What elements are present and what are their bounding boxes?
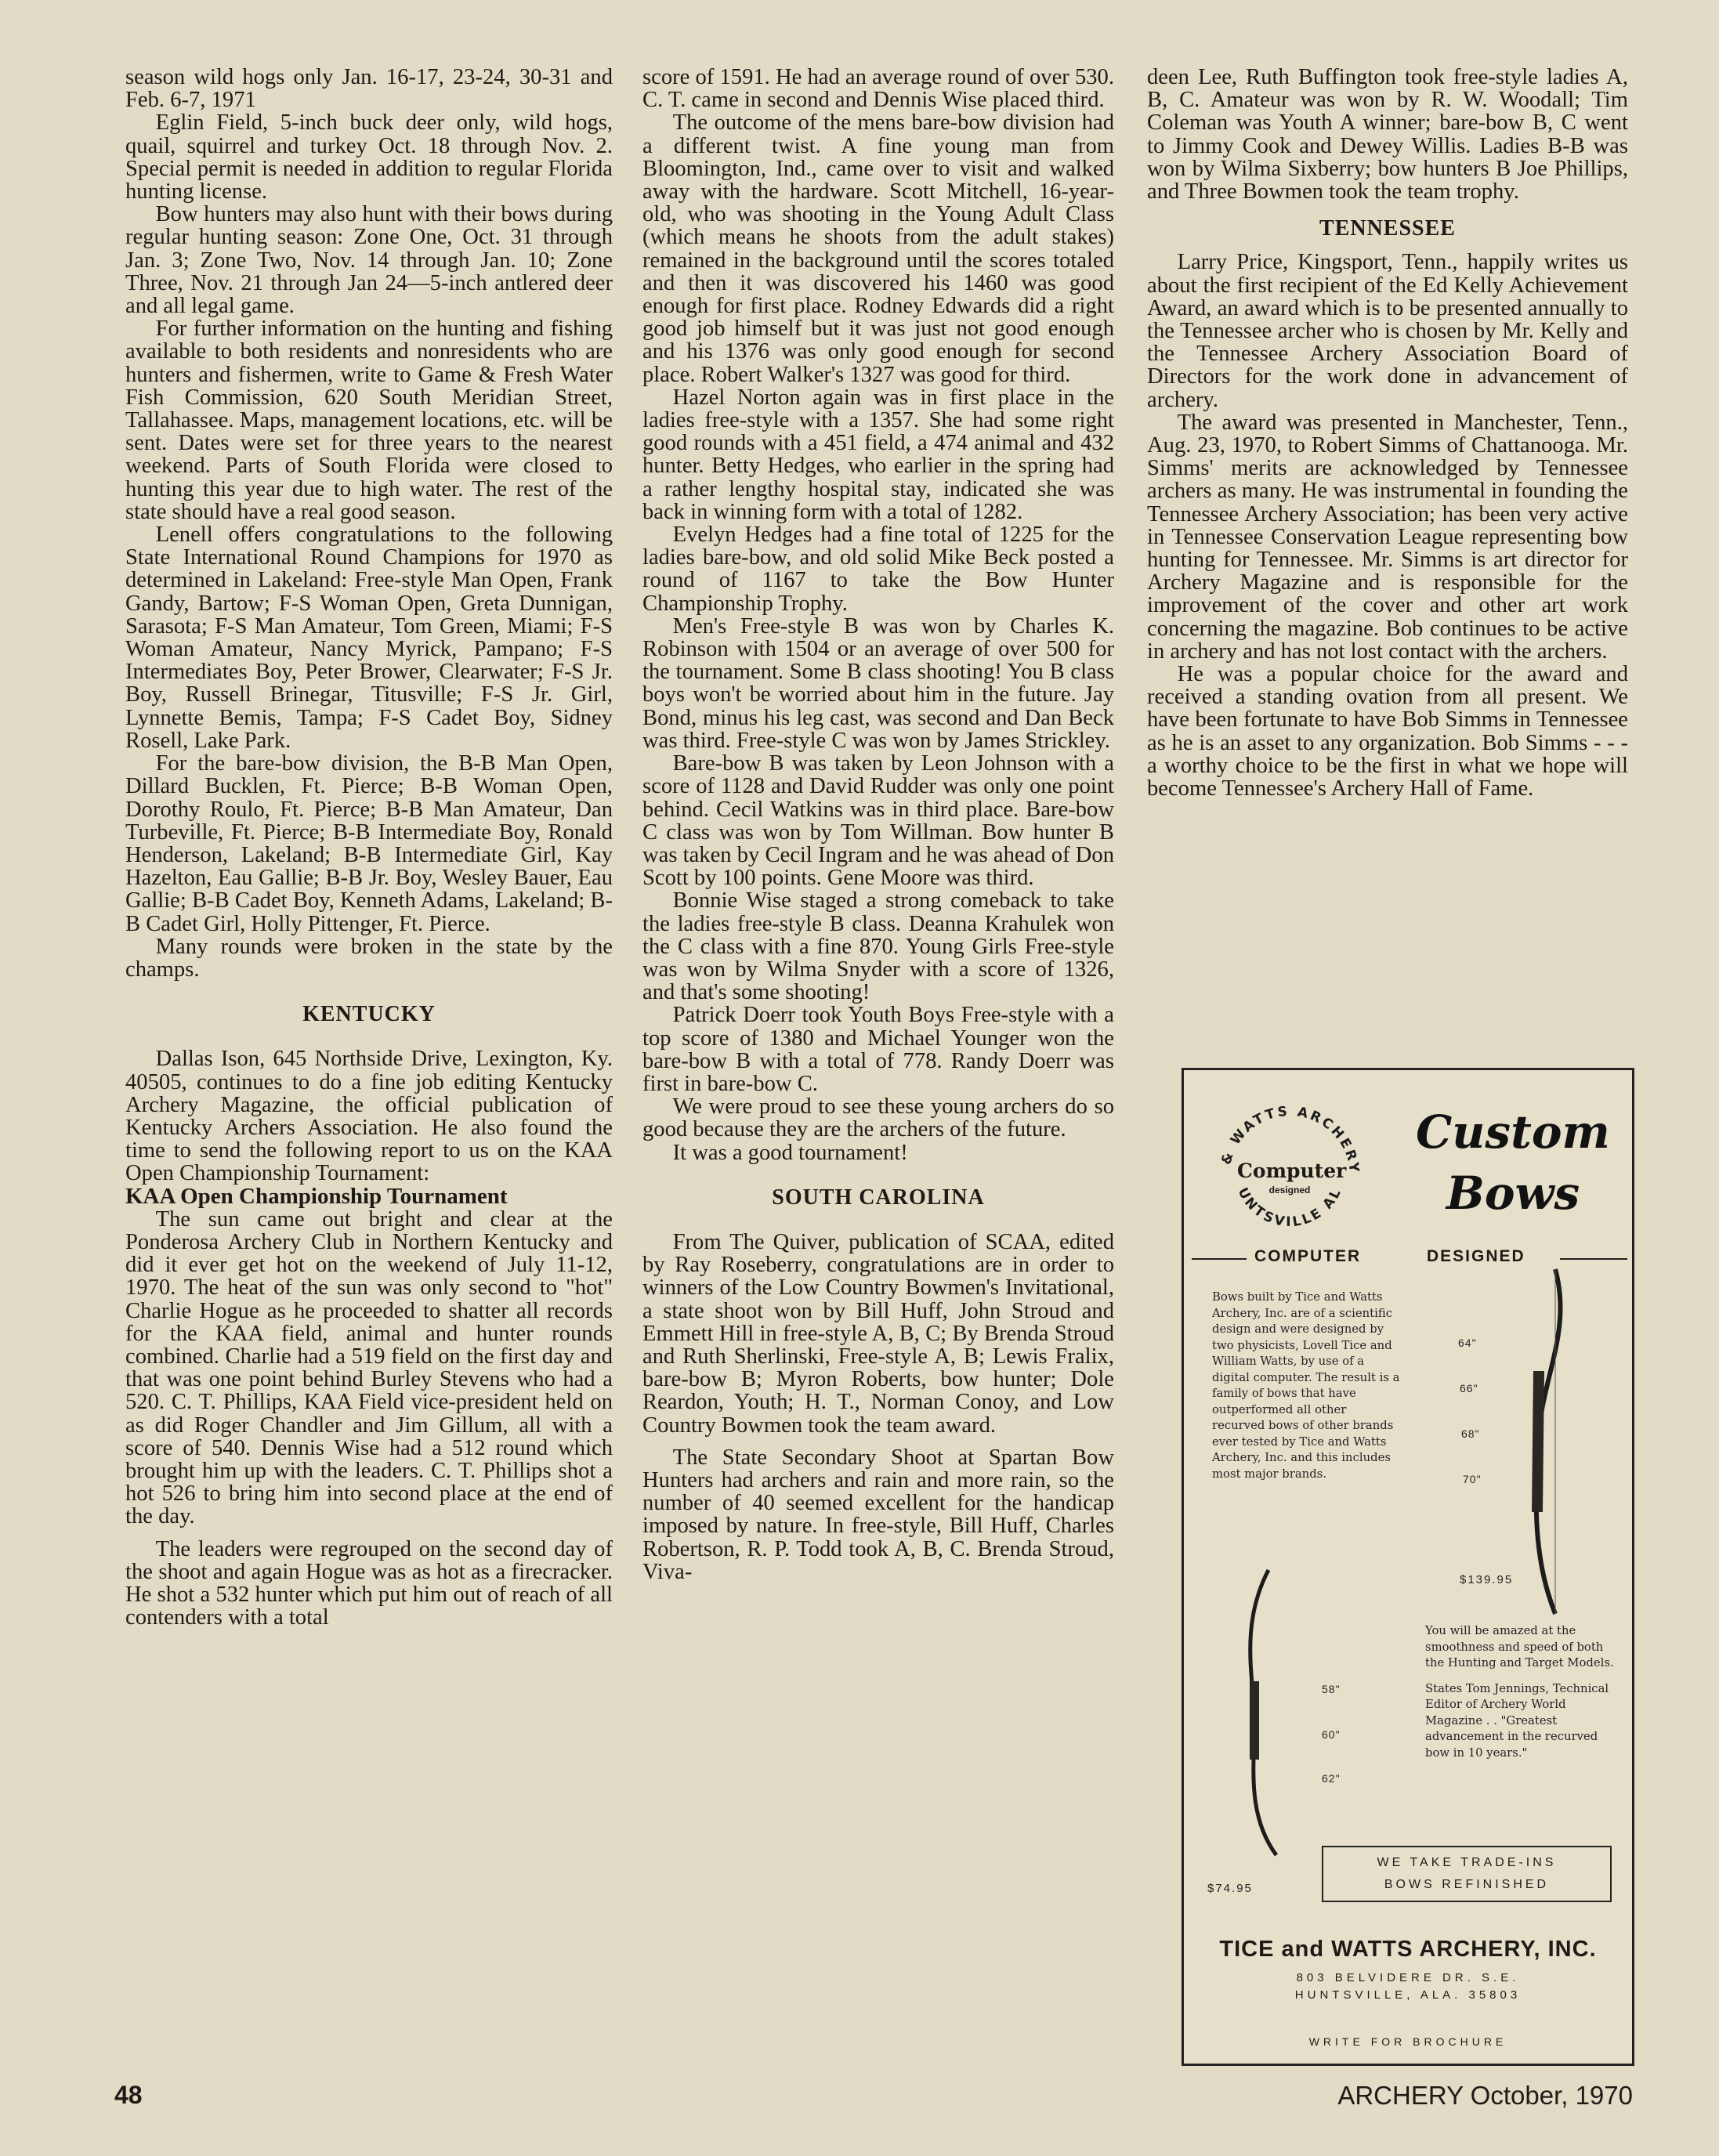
company-address-street: 803 BELVIDERE DR. S.E. xyxy=(1296,1971,1520,1984)
subheading-kaa-tournament: KAA Open Championship Tournament xyxy=(125,1183,508,1209)
seal-center-text: Computer xyxy=(1237,1159,1347,1182)
article-column-3 xyxy=(1147,66,1628,800)
svg-text:TICE & WATTS ARCHERY INC: & WATTS ARCHERY xyxy=(1218,1103,1363,1176)
magazine-footer: ARCHERY October, 1970 xyxy=(1337,2081,1633,2110)
headline-custom: Custom xyxy=(1416,1105,1610,1159)
paragraph: From The Quiver, publication of SCAA, edited by Ray Roseberry, congratulations are in order to winners of the Low Country Bowmen's Invitational, a state shoot won by Bill Huff, John Stroud and Emmett Hill in free-style A, B, C; By Brenda Stroud and Ruth Sherlinski, Free-style A, B; Lewis Fralix, bare-bow B; Myron Roberts, bow hunter; Dole Reardon, Youth; H. T., Norman Conoy, and Low Country Bowmen took the team award. xyxy=(642,1229,1114,1438)
bow-length-68: 68" xyxy=(1461,1427,1480,1440)
brochure-note: WRITE FOR BROCHURE xyxy=(1308,2035,1507,2048)
paragraph: The sun came out bright and clear at the Ponderosa Archery Club in Northern Kentucky and did it ever get hot on the weekend of July 11-12, 1970. The heat of the sun was only second to "hot" Charlie Hogue as he proceeded to shatter all records for the KAA field, animal and hunter rounds combined. Charlie had a 519 field on the first day and that was one point behind Burley Stevens who had a 520. C. T. Phillips, KAA Field vice-president held on as did Roger Chandler and Jim Gillum, all with a score of 540. Dennis Wise had a 512 round which brought him up with the leaders. C. T. Phillips shot a hot 526 to bring him into second place at the end of the day. xyxy=(125,1206,613,1529)
price-long-bow: $139.95 xyxy=(1460,1573,1514,1586)
paragraph: The leaders were regrouped on the second day of the shoot and again Hogue was as hot as a firecracker. He shot a 532 hunter which put him out of reach of all contenders with a total xyxy=(125,1536,613,1630)
page-number: 48 xyxy=(114,2081,143,2109)
paragraph: Many rounds were broken in the state by the champs. xyxy=(125,934,613,982)
price-short-bow: $74.95 xyxy=(1207,1882,1253,1895)
ad-smoothness-paragraph: You will be amazed at the smoothness and speed of both the Hunting and Target Models. xyxy=(1425,1624,1614,1669)
rule-line xyxy=(1560,1258,1627,1260)
paragraph: It was a good tournament! xyxy=(672,1140,908,1165)
bow-length-62: 62" xyxy=(1322,1772,1341,1785)
bow-length-64: 64" xyxy=(1458,1337,1477,1349)
paragraph: deen Lee, Ruth Buffington took free-style ladies A, B, C. Amateur was won by R. W. Woodall; Tim Coleman was Youth A winner; bare-bow B, C went to Jimmy Cook and Dewey Willis. Ladies B-B was won by Wilma Sixberry; bow hunters B Joe Phillips, and Three Bowmen took the team trophy. xyxy=(1147,65,1628,204)
paragraph: Hazel Norton again was in first place in the ladies free-style with a 1357. She had some right good rounds with a 451 field, a 474 animal and 432 hunter. Betty Hedges, who earlier in the spring had a rather lengthy hospital stay, indicated she was back in winning form with a total of 1282. xyxy=(642,385,1114,524)
bow-length-66: 66" xyxy=(1460,1382,1478,1395)
ad-body-text xyxy=(1212,1290,1400,1492)
paragraph: For further information on the hunting and fishing available to both residents and nonresidents who are hunters and fishermen, write to Game & Fresh Water Fish Commission, 620 South Meridian Street, Tallahassee. Maps, management locations, etc. will be sent. Dates were set for three years to the nearest weekend. Parts of South Florida were closed to hunting this year due to high water. The rest of the state should have a real good season. xyxy=(125,317,613,524)
company-address-city: HUNTSVILLE, ALA. 35803 xyxy=(1294,1988,1522,2002)
paragraph: Eglin Field, 5-inch buck deer only, wild hogs, quail, squirrel and turkey Oct. 18 through Nov. 2. Special permit is needed in addition to regular Florida hunting license. xyxy=(125,110,613,204)
trade-in-box xyxy=(1322,1846,1612,1902)
svg-text:HUNTSVILLE ALA: UNTSVILLE AL xyxy=(1234,1185,1345,1231)
ad-quote-paragraph: States Tom Jennings, Technical Editor of Archery World Magazine . . "Greatest advancement in the recurved bow in 10 years." xyxy=(1425,1681,1609,1760)
ad-testimonial-text xyxy=(1425,1623,1619,1771)
ad-headline xyxy=(1403,1102,1623,1224)
paragraph: Larry Price, Kingsport, Tenn., happily writes us about the first recipient of the Ed Kelly Achievement Award, an award which is to be presented annually to the Tennessee archer who is chosen by Mr. Kelly and the Tennessee Archery Association Board of Directors for the work done in advancement of archery. xyxy=(1147,250,1628,412)
paragraph: For the bare-bow division, the B-B Man Open, Dillard Bucklen, Ft. Pierce; B-B Woman Open, Dorothy Roulo, Ft. Pierce; B-B Man Amateur, Dan Turbeville, Ft. Pierce; B-B Intermediate Boy, Ronald Henderson, Lakeland; B-B Intermediate Girl, Kay Hazelton, Eau Gallie; B-B Jr. Boy, Wesley Bauer, Eau Gallie; B-B Cadet Boy, Kenneth Adams, Lakeland; B-B Cadet Girl, Holly Pittenger, Ft. Pierce. xyxy=(125,751,613,936)
paragraph: He was a popular choice for the award and received a standing ovation from all present. We have been fortunate to have Bob Simms in Tennessee as he is an asset to any organization. Bob Simms - - - a worthy choice to be the first in what we hope will become Tennessee's Archery Hall of Fame. xyxy=(1147,662,1628,801)
paragraph: We were proud to see these young archers do so good because they are the archers of the future. xyxy=(642,1094,1114,1142)
bow-length-70: 70" xyxy=(1463,1473,1482,1485)
headline-bows: Bows xyxy=(1446,1167,1580,1220)
seal-sub-text: designed xyxy=(1268,1185,1311,1196)
paragraph: Men's Free-style B was won by Charles K. Robinson with 1504 or an average of over 500 for the tournament. Some B class shooting! You B class boys won't be worried about him in the future. Jay Bond, minus his leg cast, was second and Dan Beck was third. Free-style C was won by James Strickley. xyxy=(642,613,1114,753)
rule-line xyxy=(1192,1258,1247,1260)
paragraph: season wild hogs only Jan. 16-17, 23-24, 30-31 and Feb. 6-7, 1971 xyxy=(125,65,613,113)
paragraph: Bare-bow B was taken by Leon Johnson with a score of 1128 and David Rudder was only one point behind. Cecil Watkins was in third place. Bare-bow C class was won by Tom Willman. Bow hunter B was taken by Cecil Ingram and he was ahead of Don Scott by 100 points. Gene Moore was third. xyxy=(642,751,1114,891)
paragraph: score of 1591. He had an average round of over 530. C. T. came in second and Dennis Wise placed third. xyxy=(642,65,1114,113)
ad-body-paragraph: Bows built by Tice and Watts Archery, Inc. are of a scientific design and were designed by two physicists, Lovell Tice and William Watts, by use of a digital computer. The result is a family of bows that have outperformed all other recurved bows of other brands ever tested by Tice and Watts Archery, Inc. and this includes most major brands. xyxy=(1212,1290,1400,1481)
trade-in-line: WE TAKE TRADE-INS xyxy=(1377,1856,1557,1869)
rule-label-left: COMPUTER xyxy=(1254,1247,1362,1265)
paragraph: The outcome of the mens bare-bow division had a different twist. A fine young man from Bloomington, Ind., came over to visit and walked away with the hardware. Scott Mitchell, 16-year-old, who was shooting in the Young Adult Class (which means he shoots from the adult stakes) remained in the background until the scores totaled and then it was discovered his 1460 was good enough for first place. Rodney Edwards did a right good job himself but it was just not good enough and his 1376 was only good enough for second place. Robert Walker's 1327 was good for third. xyxy=(642,110,1114,387)
paragraph: Patrick Doerr took Youth Boys Free-style with a top score of 1380 and Michael Younger won the bare-bow B with a total of 778. Randy Doerr was first in bare-bow C. xyxy=(642,1003,1114,1096)
paragraph: Bonnie Wise staged a strong comeback to take the ladies free-style B class. Deanna Krahulek won the C class with a fine 870. Young Girls Free-style was won by Wilma Snyder with a score of 1326, and that's some shooting! xyxy=(642,888,1114,1005)
paragraph: Dallas Ison, 645 Northside Drive, Lexington, Ky. 40505, continues to do a fine job editing Kentucky Archery Magazine, the official publication of Kentucky Archers Association. He also found the time to send the following report to us on the KAA Open Championship Tournament: xyxy=(125,1047,613,1186)
short-bow-illustration xyxy=(1231,1564,1301,1861)
long-bow-illustration xyxy=(1486,1261,1580,1622)
paragraph: Evelyn Hedges had a fine total of 1225 for the ladies bare-bow, and old solid Mike Beck posted a round of 1167 to take the Bow Hunter Championship Trophy. xyxy=(642,523,1114,616)
paragraph: Bow hunters may also hunt with their bows during regular hunting season: Zone One, Oct. 31 through Jan. 3; Zone Two, Nov. 14 through Jan. 10; Zone Three, Nov. 21 through Jan 24—5-inch antlered deer and all legal game. xyxy=(125,202,613,319)
bow-length-60: 60" xyxy=(1322,1728,1341,1741)
refinish-line: BOWS REFINISHED xyxy=(1384,1878,1550,1891)
bow-length-58: 58" xyxy=(1322,1683,1341,1695)
paragraph: Lenell offers congratulations to the following State International Round Champions for 1970 as determined in Lakeland: Free-style Man Open, Frank Gandy, Bartow; F-S Woman Open, Greta Dunnigan, Sarasota; F-S Man Amateur, Tom Green, Miami; F-S Woman Amateur, Nancy Myrick, Pampano; F-S Intermediates Boy, Peter Brower, Clearwater; F-S Jr. Boy, Russell Brinegar, Titusville; F-S Jr. Girl, Lynnette Bemis, Tampa; F-S Cadet Boy, Sidney Rosell, Lake Park. xyxy=(125,523,613,753)
company-name: TICE and WATTS ARCHERY, INC. xyxy=(1219,1937,1597,1962)
paragraph: The award was presented in Manchester, Tenn., Aug. 23, 1970, to Robert Simms of Chattanooga. Mr. Simms' merits are acknowledged by Tennessee archers as many. He was instrumental in founding the Tennessee Archery Association; has been very active in Tennessee Conservation League representing bow hunting for Tennessee. Mr. Simms is art director for Archery Magazine and is responsible for the improvement of the cover and other art work concerning the magazine. Bob continues to be active in archery and has not lost contact with the archers. xyxy=(1147,410,1628,664)
company-seal-logo xyxy=(1207,1094,1372,1258)
paragraph: The State Secondary Shoot at Spartan Bow Hunters had archers and rain and more rain, so the number of 40 seemed excellent for the handicap imposed by nature. In free-style, Bill Huff, Charles Robertson, R. P. Todd took A, B, C. Brenda Stroud, Viva- xyxy=(642,1445,1114,1584)
section-heading-south-carolina: SOUTH CAROLINA xyxy=(772,1185,985,1210)
section-heading-tennessee: TENNESSEE xyxy=(1319,216,1456,241)
article-column-1 xyxy=(125,66,613,1629)
rule-label-right: DESIGNED xyxy=(1427,1247,1525,1265)
article-column-2 xyxy=(642,66,1114,1583)
section-heading-kentucky: KENTUCKY xyxy=(302,1002,436,1027)
tice-watts-advertisement xyxy=(1182,1068,1634,2066)
